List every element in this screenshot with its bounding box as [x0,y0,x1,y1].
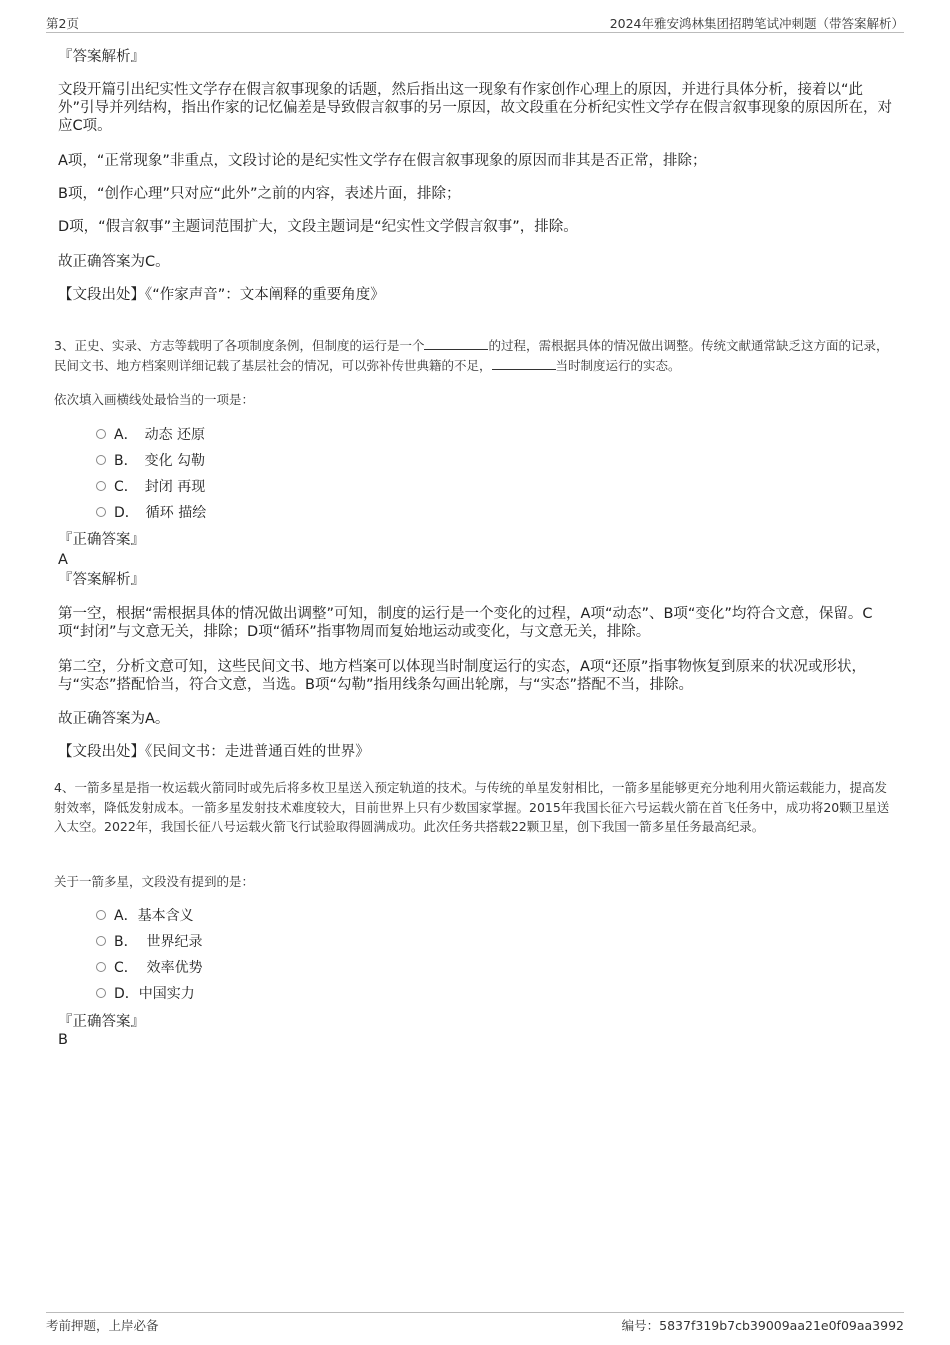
radio-icon[interactable] [96,481,106,491]
q3-stem [54,336,896,375]
q4-answer: B [58,1032,68,1048]
q2-analysis-p3: B项，“创作心理”只对应“此外”之前的内容，表述片面，排除； [58,186,461,202]
q4-option-b[interactable] [96,933,203,951]
q3-analysis-label: 『答案解析』 [58,572,145,588]
q3-answer: A [58,552,68,568]
page-footer [46,1312,904,1333]
q4-option-a-label: A．基本含义 [114,908,194,924]
q3-option-d[interactable] [96,504,206,522]
q4-answer-label: 『正确答案』 [58,1014,145,1030]
document-id: 编号：5837f319b7cb39009aa21e0f09aa3992 [621,1318,904,1333]
q4-option-b-label: B． 世界纪录 [114,934,203,950]
q3-stem-part-c: 当时制度运行的实态。 [555,357,681,373]
q2-analysis-p4: D项，“假言叙事”主题词范围扩大，文段主题词是“纪实性文学假言叙事”，排除。 [58,219,578,235]
q3-analysis-p2: 第二空，分析文意可知，这些民间文书、地方档案可以体现当时制度运行的实态，A项“还原”指事物恢复到原来的状况或形状，与“实态”搭配恰当，符合文意，当选。B项“勾勒”指用线条勾画出轮廓，与“实态”搭配不当，排除。 [58,659,866,693]
radio-icon[interactable] [96,910,106,920]
radio-icon[interactable] [96,988,106,998]
q4-option-c-label: C． 效率优势 [114,960,203,976]
q3-prompt: 依次填入画横线处最恰当的一项是： [54,392,255,407]
q3-source: 【文段出处】《民间文书：走进普通百姓的世界》 [58,744,370,760]
footer-slogan: 考前押题，上岸必备 [46,1318,159,1333]
q4-option-d-label: D．中国实力 [114,986,195,1002]
q2-analysis-label: 『答案解析』 [58,49,145,65]
q3-option-a-label: A． 动态 还原 [114,427,206,443]
q3-option-b-label: B． 变化 勾勒 [114,453,206,469]
q4-option-d[interactable] [96,985,195,1003]
q3-option-c-label: C． 封闭 再现 [114,479,206,495]
q2-source: 【文段出处】《“作家声音”：文本阐释的重要角度》 [58,287,385,303]
q4-stem: 4、一箭多星是指一枚运载火箭同时或先后将多枚卫星送入预定轨道的技术。与传统的单星发射相比，一箭多星能够更充分地利用火箭运载能力，提高发射效率，降低发射成本。一箭多星发射技术难度较大，目前世界上只有少数国家掌握。2015年我国长征六号运载火箭在首飞任务中，成功将20颗卫星送入太空。2022年，我国长征八号运载火箭飞行试验取得圆满成功。此次任务共搭载22颗卫星，创下我国一箭多星任务最高纪录。 [54,780,890,834]
radio-icon[interactable] [96,936,106,946]
q2-analysis-p1: 文段开篇引出纪实性文学存在假言叙事现象的话题，然后指出这一现象有作家创作心理上的原因，并进行具体分析，接着以“此外”引导并列结构，指出作家的记忆偏差是导致假言叙事的另一原因，故文段重在分析纪实性文学存在假言叙事现象的原因所在，对应C项。 [58,82,893,134]
page-header [46,14,904,33]
radio-icon[interactable] [96,507,106,517]
q3-blank-1 [424,337,488,350]
document-title: 2024年雅安鸿林集团招聘笔试冲刺题（带答案解析） [609,16,904,31]
q4-prompt: 关于一箭多星，文段没有提到的是： [54,874,255,889]
q3-option-d-label: D． 循环 描绘 [114,505,207,521]
q4-option-c[interactable] [96,959,203,977]
radio-icon[interactable] [96,429,106,439]
q3-stem-part-a: 3、正史、实录、方志等载明了各项制度条例，但制度的运行是一个 [54,338,425,353]
q3-option-b[interactable] [96,452,205,470]
q3-option-a[interactable] [96,426,205,444]
q3-conclusion: 故正确答案为A。 [58,711,170,727]
q3-stem-part-b: 的过程，需根据具体的情况做出调整。传统文献通常缺乏这方面的记录，民间文书、地方档案则详细记载了基层社会的情况，可以弥补传世典籍的不足， [54,338,889,373]
q3-blank-2 [492,357,556,370]
q4-option-a[interactable] [96,907,194,925]
q3-analysis-p1: 第一空，根据“需根据具体的情况做出调整”可知，制度的运行是一个变化的过程，A项“动态”、B项“变化”均符合文意，保留。C项“封闭”与文意无关，排除；D项“循环”指事物周而复始地运动或变化，与文意无关，排除。 [58,606,873,640]
q2-conclusion: 故正确答案为C。 [58,254,170,270]
q2-analysis-p2: A项，“正常现象”非重点，文段讨论的是纪实性文学存在假言叙事现象的原因而非其是否正常，排除； [58,153,707,169]
page-number: 第2页 [46,16,79,31]
radio-icon[interactable] [96,455,106,465]
q3-option-c[interactable] [96,478,205,496]
radio-icon[interactable] [96,962,106,972]
q3-answer-label: 『正确答案』 [58,532,145,548]
